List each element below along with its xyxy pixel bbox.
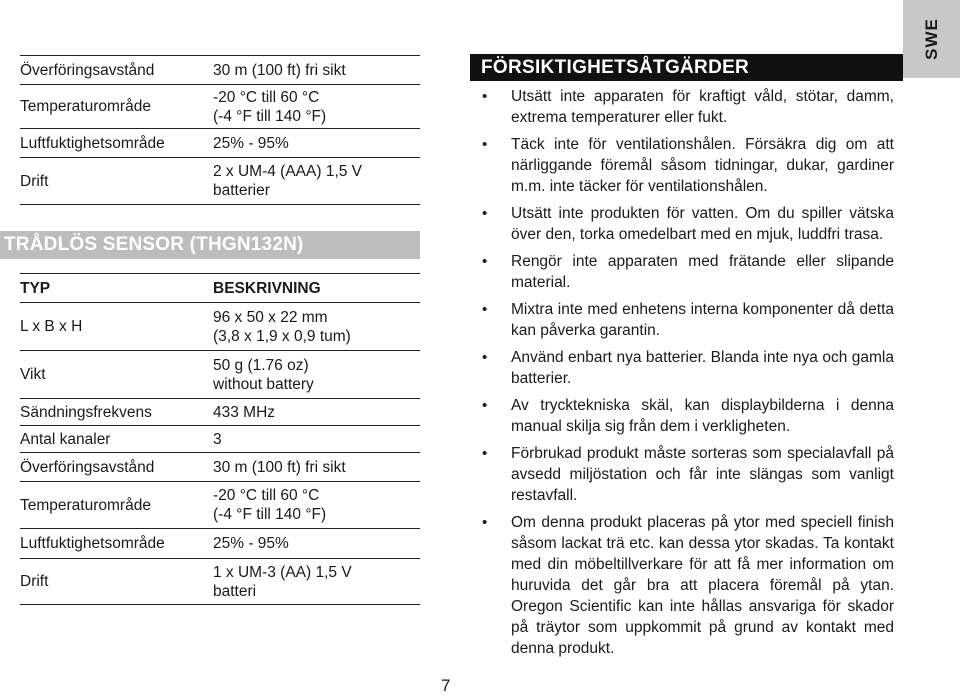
bullet-icon: • [482, 397, 488, 414]
spec-value: -20 °C till 60 °C (-4 °F till 140 °F) [206, 85, 420, 129]
spec-label: Temperaturområde [20, 482, 206, 529]
spec-value: 25% - 95% [206, 129, 420, 158]
spec-value: 3 [206, 426, 420, 453]
list-item-text: Utsätt inte apparaten för kraftigt våld, stötar, damm, extrema temperaturer eller fukt. [511, 88, 894, 126]
sensor-spec-table [20, 273, 420, 605]
list-item [482, 251, 894, 293]
list-item [482, 443, 894, 506]
list-item-text: Förbrukad produkt måste sorteras som specialavfall på avsedd miljöstation och får inte slängas som vanligt restavfall. [511, 445, 894, 504]
list-item [482, 134, 894, 197]
bullet-icon: • [482, 301, 488, 318]
precautions-title: FÖRSIKTIGHETSÅTGÄRDER [470, 54, 903, 81]
page-number: 7 [441, 676, 451, 695]
language-tab [903, 0, 960, 78]
spec-value: 2 x UM-4 (AAA) 1,5 V batterier [206, 158, 420, 205]
table-row [20, 399, 420, 426]
spec-value: -20 °C till 60 °C (-4 °F till 140 °F) [206, 482, 420, 529]
spec-label: Sändningsfrekvens [20, 399, 206, 426]
list-item-text: Utsätt inte produkten för vatten. Om du spiller vätska över den, torka omedelbart med en mjuk, luddfri trasa. [511, 205, 894, 243]
bullet-icon: • [482, 136, 488, 153]
list-item-text: Om denna produkt placeras på ytor med speciell finish såsom lackat trä etc. kan dessa ytor skadas. Ta kontakt med din möbeltillverkare för att få mer information om huruvida det går bra att placera föremål på ytan. Oregon Scientific kan inte hållas ansvariga för skador på träytor som uppkommit på grund av kontakt med denna produkt. [511, 514, 894, 657]
spec-value: 96 x 50 x 22 mm (3,8 x 1,9 x 0,9 tum) [206, 303, 420, 351]
list-item [482, 299, 894, 341]
list-item-text: Mixtra inte med enhetens interna komponenter då detta kan påverka garantin. [511, 301, 894, 339]
spec-label: Luftfuktighetsområde [20, 129, 206, 158]
table-row [20, 56, 420, 85]
list-item [482, 203, 894, 245]
bullet-icon: • [482, 514, 488, 531]
table-row [20, 529, 420, 559]
bullet-icon: • [482, 445, 488, 462]
list-item-text: Använd enbart nya batterier. Blanda inte nya och gamla batterier. [511, 349, 894, 387]
list-item-text: Täck inte för ventilationshålen. Försäkra dig om att närliggande föremål såsom tidningar, dukar, gardiner m.m. inte täcker för ventilationshålen. [511, 136, 894, 195]
spec-label: Vikt [20, 351, 206, 399]
list-item-text: Av trycktekniska skäl, kan displaybilderna i denna manual skilja sig från dem i verkligheten. [511, 397, 894, 435]
list-item [482, 86, 894, 128]
spec-label: Drift [20, 158, 206, 205]
bullet-icon: • [482, 88, 488, 105]
header-type: TYP [20, 274, 206, 303]
precautions-list [482, 86, 894, 665]
spec-value: 30 m (100 ft) fri sikt [206, 56, 420, 85]
spec-label: Luftfuktighetsområde [20, 529, 206, 559]
table-row [20, 303, 420, 351]
bullet-icon: • [482, 205, 488, 222]
list-item [482, 395, 894, 437]
spec-value: 433 MHz [206, 399, 420, 426]
spec-value: 25% - 95% [206, 529, 420, 559]
spec-label: L x B x H [20, 303, 206, 351]
spec-label: Temperaturområde [20, 85, 206, 129]
top-spec-table [20, 55, 420, 205]
sensor-section-title: TRÅDLÖS SENSOR (THGN132N) [0, 231, 420, 259]
table-row [20, 85, 420, 129]
table-row [20, 559, 420, 605]
table-row [20, 158, 420, 205]
table-row [20, 453, 420, 482]
table-row [20, 426, 420, 453]
header-description: BESKRIVNING [206, 274, 420, 303]
bullet-icon: • [482, 253, 488, 270]
spec-label: Drift [20, 559, 206, 605]
list-item [482, 347, 894, 389]
spec-label: Överföringsavstånd [20, 56, 206, 85]
spec-value: 50 g (1.76 oz) without battery [206, 351, 420, 399]
spec-label: Överföringsavstånd [20, 453, 206, 482]
spec-value: 1 x UM-3 (AA) 1,5 V batteri [206, 559, 420, 605]
list-item [482, 512, 894, 659]
list-item-text: Rengör inte apparaten med frätande eller slipande material. [511, 253, 894, 291]
table-row [20, 482, 420, 529]
spec-label: Antal kanaler [20, 426, 206, 453]
table-header-row [20, 274, 420, 303]
bullet-icon: • [482, 349, 488, 366]
table-row [20, 129, 420, 158]
spec-value: 30 m (100 ft) fri sikt [206, 453, 420, 482]
table-row [20, 351, 420, 399]
language-tab-label: SWE [921, 18, 941, 60]
